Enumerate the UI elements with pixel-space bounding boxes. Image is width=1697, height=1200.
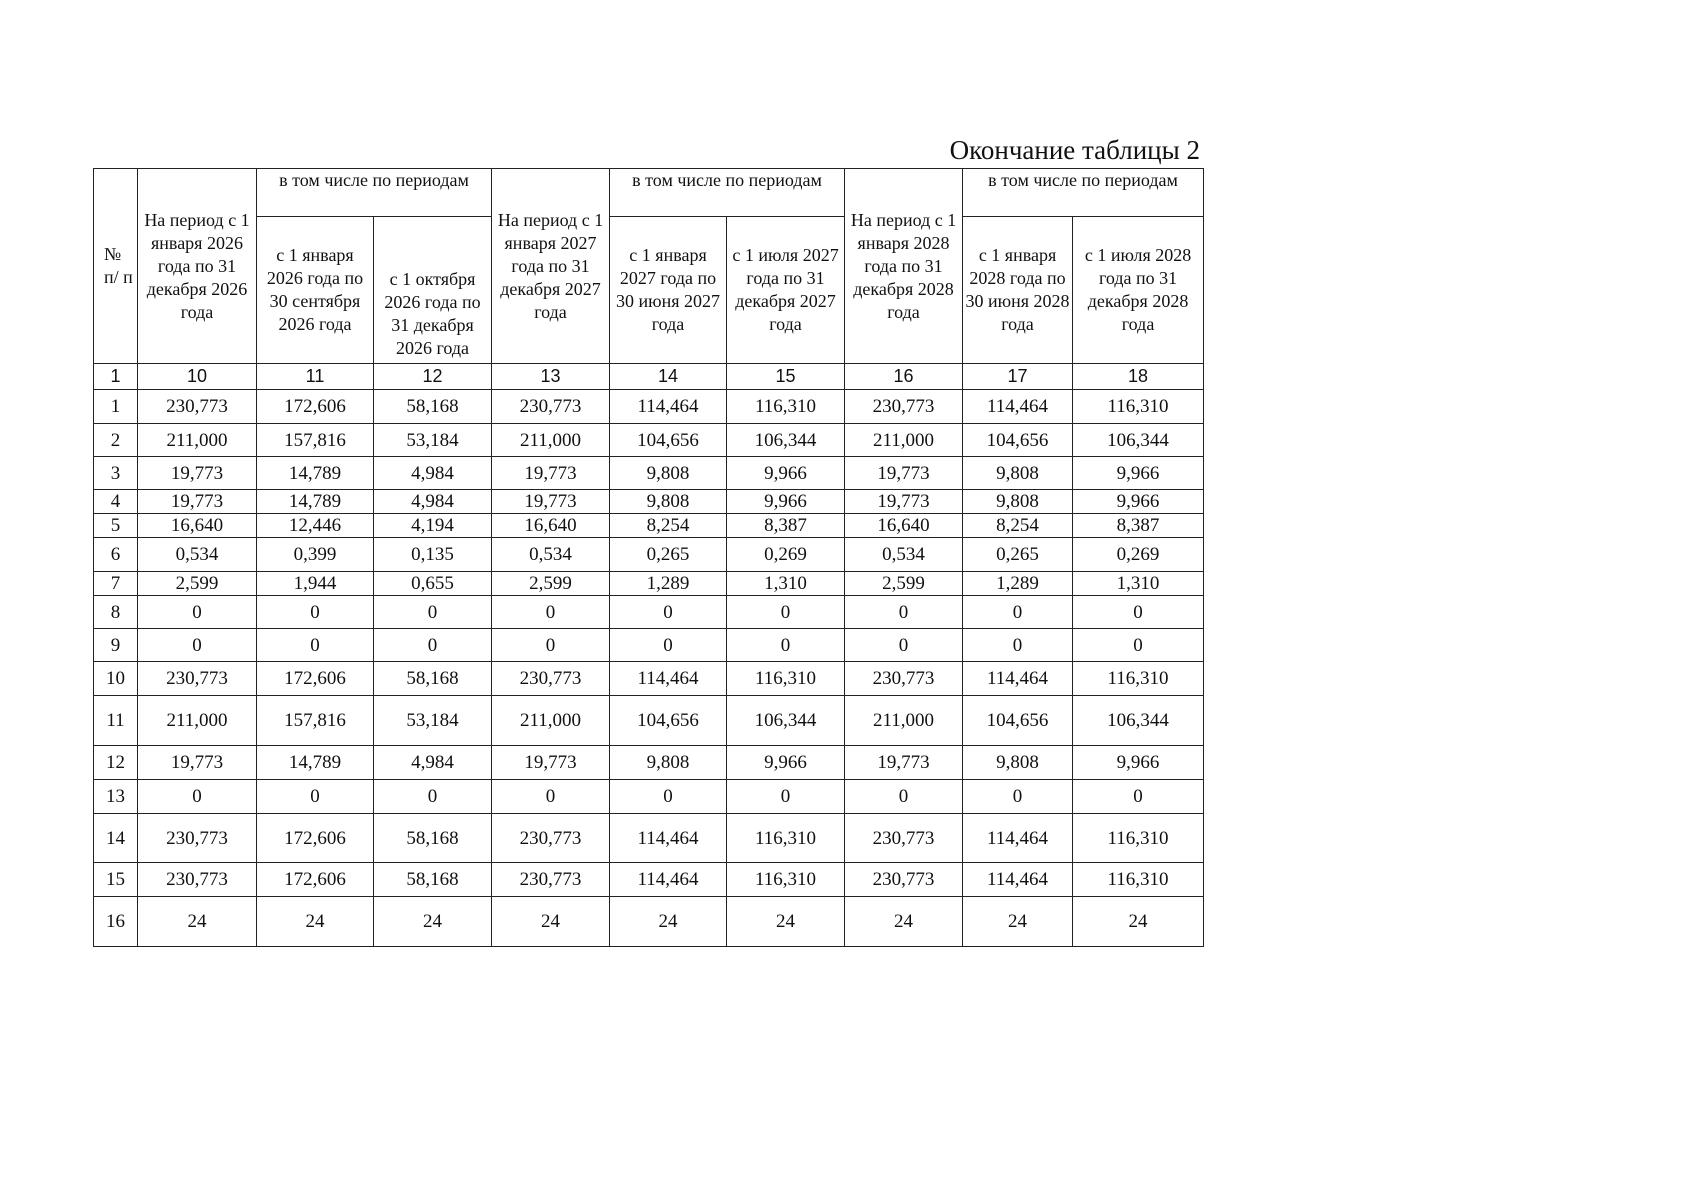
row-number-cell: 5 [94, 514, 138, 538]
header-total-2026: На период с 1 января 2026 года по 31 декабря 2026 года [138, 169, 257, 364]
table-row [94, 538, 1204, 572]
table-cell: 24 [492, 897, 610, 947]
table-cell: 114,464 [610, 814, 727, 863]
table-cell: 0 [1073, 780, 1204, 814]
table-cell: 114,464 [963, 390, 1073, 424]
table-cell: 2,599 [845, 572, 963, 596]
table-row [94, 514, 1204, 538]
row-number-cell: 4 [94, 490, 138, 514]
header-row-top [94, 169, 1204, 217]
table-row [94, 696, 1204, 746]
table-cell: 230,773 [138, 814, 257, 863]
table-cell: 116,310 [1073, 390, 1204, 424]
table-row [94, 662, 1204, 696]
table-cell: 230,773 [492, 863, 610, 897]
table-row [94, 780, 1204, 814]
table-cell: 24 [374, 897, 492, 947]
table-cell: 0 [610, 629, 727, 662]
table-cell: 8,387 [727, 514, 845, 538]
table-cell: 24 [727, 897, 845, 947]
header-total-2027: На период с 1 января 2027 года по 31 декабря 2027 года [492, 169, 610, 364]
table-cell: 114,464 [963, 863, 1073, 897]
table-cell: 104,656 [610, 424, 727, 457]
table-row [94, 490, 1204, 514]
table-cell: 0,269 [1073, 538, 1204, 572]
table-cell: 0 [727, 780, 845, 814]
table-cell: 58,168 [374, 863, 492, 897]
table-cell: 114,464 [963, 814, 1073, 863]
table-cell: 24 [257, 897, 374, 947]
table-cell: 0 [845, 780, 963, 814]
table-cell: 58,168 [374, 662, 492, 696]
table-cell: 106,344 [727, 696, 845, 746]
table-cell: 0 [727, 629, 845, 662]
table-cell: 0 [492, 629, 610, 662]
table-cell: 16,640 [492, 514, 610, 538]
table-cell: 58,168 [374, 390, 492, 424]
table-cell: 8,254 [963, 514, 1073, 538]
table-cell: 0 [257, 780, 374, 814]
row-number-cell: 10 [94, 662, 138, 696]
table-row [94, 596, 1204, 629]
column-number-cell: 10 [138, 364, 257, 390]
table-cell: 0,399 [257, 538, 374, 572]
table-cell: 211,000 [138, 424, 257, 457]
row-number-cell: 12 [94, 746, 138, 780]
column-number-cell: 1 [94, 364, 138, 390]
row-number-cell: 7 [94, 572, 138, 596]
table-row [94, 572, 1204, 596]
table-cell: 116,310 [727, 390, 845, 424]
row-number-cell: 8 [94, 596, 138, 629]
table-cell: 4,984 [374, 490, 492, 514]
table-row [94, 814, 1204, 863]
table-cell: 0 [138, 596, 257, 629]
table-cell: 24 [963, 897, 1073, 947]
table-cell: 211,000 [845, 696, 963, 746]
table-cell: 8,254 [610, 514, 727, 538]
table-row [94, 897, 1204, 947]
table-cell: 19,773 [492, 457, 610, 490]
table-cell: 0 [374, 780, 492, 814]
row-number-cell: 15 [94, 863, 138, 897]
table-cell: 24 [610, 897, 727, 947]
table-cell: 4,984 [374, 457, 492, 490]
table-cell: 114,464 [610, 662, 727, 696]
table-cell: 114,464 [610, 863, 727, 897]
table-cell: 0 [963, 596, 1073, 629]
table-cell: 0 [963, 780, 1073, 814]
table-cell: 172,606 [257, 390, 374, 424]
table-row [94, 390, 1204, 424]
table-cell: 1,289 [963, 572, 1073, 596]
table-cell: 230,773 [845, 662, 963, 696]
row-number-cell: 9 [94, 629, 138, 662]
table-row [94, 629, 1204, 662]
header-subtitle-2027: в том числе по периодам [610, 169, 845, 217]
row-number-cell: 16 [94, 897, 138, 947]
table-cell: 230,773 [845, 814, 963, 863]
table-cell: 19,773 [845, 746, 963, 780]
table-cell: 19,773 [845, 490, 963, 514]
table-caption: Окончание таблицы 2 [949, 135, 1200, 165]
table-cell: 9,808 [610, 490, 727, 514]
row-number-cell: 1 [94, 390, 138, 424]
table-cell: 4,194 [374, 514, 492, 538]
table-cell: 172,606 [257, 863, 374, 897]
table-cell: 53,184 [374, 424, 492, 457]
table-cell: 24 [1073, 897, 1204, 947]
table-cell: 9,966 [727, 490, 845, 514]
table-cell: 14,789 [257, 746, 374, 780]
table-cell: 0 [845, 629, 963, 662]
table-cell: 116,310 [1073, 863, 1204, 897]
table-cell: 0 [374, 596, 492, 629]
header-sub-2027-2: с 1 июля 2027 года по 31 декабря 2027 года [727, 217, 845, 364]
table-cell: 2,599 [138, 572, 257, 596]
table-cell: 1,310 [1073, 572, 1204, 596]
table-cell: 106,344 [727, 424, 845, 457]
table-cell: 12,446 [257, 514, 374, 538]
table-cell: 1,289 [610, 572, 727, 596]
table-cell: 9,966 [727, 457, 845, 490]
table-cell: 4,984 [374, 746, 492, 780]
table-cell: 106,344 [1073, 424, 1204, 457]
table-cell: 230,773 [845, 863, 963, 897]
table-cell: 0 [257, 596, 374, 629]
row-number-cell: 6 [94, 538, 138, 572]
table-cell: 0,135 [374, 538, 492, 572]
table-cell: 0 [138, 780, 257, 814]
table-cell: 0,265 [610, 538, 727, 572]
table-cell: 116,310 [727, 863, 845, 897]
table-cell: 104,656 [610, 696, 727, 746]
table-cell: 0,534 [845, 538, 963, 572]
table-cell: 0 [610, 596, 727, 629]
header-sub-2026-1: с 1 января 2026 года по 30 сентября 2026 года [257, 217, 374, 364]
table-cell: 9,966 [727, 746, 845, 780]
table-cell: 230,773 [138, 390, 257, 424]
table-cell: 19,773 [492, 490, 610, 514]
table-cell: 16,640 [138, 514, 257, 538]
table-cell: 19,773 [845, 457, 963, 490]
table-cell: 211,000 [492, 696, 610, 746]
table-cell: 24 [845, 897, 963, 947]
column-number-cell: 14 [610, 364, 727, 390]
table-cell: 0 [727, 596, 845, 629]
table-cell: 9,966 [1073, 457, 1204, 490]
table-cell: 157,816 [257, 696, 374, 746]
header-sub-2028-1: с 1 января 2028 года по 30 июня 2028 года [963, 217, 1073, 364]
table-cell: 230,773 [492, 390, 610, 424]
table-cell: 9,966 [1073, 746, 1204, 780]
column-number-cell: 12 [374, 364, 492, 390]
header-sub-2027-1: с 1 января 2027 года по 30 июня 2027 года [610, 217, 727, 364]
table-cell: 14,789 [257, 457, 374, 490]
table-cell: 0 [374, 629, 492, 662]
table-cell: 0 [1073, 596, 1204, 629]
table-cell: 230,773 [138, 863, 257, 897]
column-number-cell: 16 [845, 364, 963, 390]
table-cell: 0 [1073, 629, 1204, 662]
row-number-cell: 11 [94, 696, 138, 746]
table-cell: 9,808 [610, 746, 727, 780]
table-cell: 9,808 [963, 746, 1073, 780]
table-cell: 24 [138, 897, 257, 947]
table-cell: 0 [257, 629, 374, 662]
table-cell: 0,655 [374, 572, 492, 596]
table-cell: 0 [610, 780, 727, 814]
table-cell: 16,640 [845, 514, 963, 538]
table-cell: 19,773 [138, 457, 257, 490]
table-cell: 0,265 [963, 538, 1073, 572]
header-sub-2028-2: с 1 июля 2028 года по 31 декабря 2028 года [1073, 217, 1204, 364]
table-cell: 230,773 [492, 814, 610, 863]
header-subtitle-2026: в том числе по периодам [257, 169, 492, 217]
table-cell: 116,310 [1073, 662, 1204, 696]
row-number-cell: 13 [94, 780, 138, 814]
table-cell: 0,534 [492, 538, 610, 572]
table-cell: 114,464 [610, 390, 727, 424]
row-number-cell: 14 [94, 814, 138, 863]
table-cell: 58,168 [374, 814, 492, 863]
column-number-cell: 13 [492, 364, 610, 390]
column-number-cell: 15 [727, 364, 845, 390]
table-cell: 0 [492, 780, 610, 814]
table-cell: 0 [963, 629, 1073, 662]
table-cell: 211,000 [845, 424, 963, 457]
column-number-cell: 17 [963, 364, 1073, 390]
table-cell: 9,808 [963, 490, 1073, 514]
table-row [94, 863, 1204, 897]
table-cell: 116,310 [1073, 814, 1204, 863]
table-cell: 0,534 [138, 538, 257, 572]
table-cell: 106,344 [1073, 696, 1204, 746]
header-row-sub [94, 217, 1204, 364]
table-cell: 172,606 [257, 662, 374, 696]
table-row [94, 746, 1204, 780]
table-cell: 0,269 [727, 538, 845, 572]
row-number-cell: 2 [94, 424, 138, 457]
table-cell: 104,656 [963, 696, 1073, 746]
data-table [93, 168, 1204, 947]
table-row [94, 457, 1204, 490]
table-cell: 230,773 [845, 390, 963, 424]
table-cell: 211,000 [138, 696, 257, 746]
table-cell: 8,387 [1073, 514, 1204, 538]
table-cell: 157,816 [257, 424, 374, 457]
table-cell: 53,184 [374, 696, 492, 746]
table-cell: 116,310 [727, 814, 845, 863]
header-subtitle-2028: в том числе по периодам [963, 169, 1204, 217]
table-cell: 19,773 [138, 490, 257, 514]
table-cell: 116,310 [727, 662, 845, 696]
table-cell: 9,808 [610, 457, 727, 490]
header-sub-2026-2: с 1 октября 2026 года по 31 декабря 2026 года [374, 217, 492, 364]
table-cell: 211,000 [492, 424, 610, 457]
column-number-cell: 18 [1073, 364, 1204, 390]
column-number-cell: 11 [257, 364, 374, 390]
table-cell: 114,464 [963, 662, 1073, 696]
table-cell: 1,310 [727, 572, 845, 596]
table-cell: 0 [138, 629, 257, 662]
table-cell: 9,966 [1073, 490, 1204, 514]
table-cell: 19,773 [492, 746, 610, 780]
table-cell: 104,656 [963, 424, 1073, 457]
table-cell: 0 [845, 596, 963, 629]
table-cell: 1,944 [257, 572, 374, 596]
table-row [94, 424, 1204, 457]
row-number-cell: 3 [94, 457, 138, 490]
table-cell: 172,606 [257, 814, 374, 863]
column-numbers-row [94, 364, 1204, 390]
table-cell: 230,773 [138, 662, 257, 696]
table-cell: 230,773 [492, 662, 610, 696]
header-num-cell: № п/ п [94, 169, 138, 364]
table-cell: 9,808 [963, 457, 1073, 490]
table-cell: 0 [492, 596, 610, 629]
header-total-2028: На период с 1 января 2028 года по 31 декабря 2028 года [845, 169, 963, 364]
table-cell: 2,599 [492, 572, 610, 596]
table-cell: 19,773 [138, 746, 257, 780]
table-cell: 14,789 [257, 490, 374, 514]
